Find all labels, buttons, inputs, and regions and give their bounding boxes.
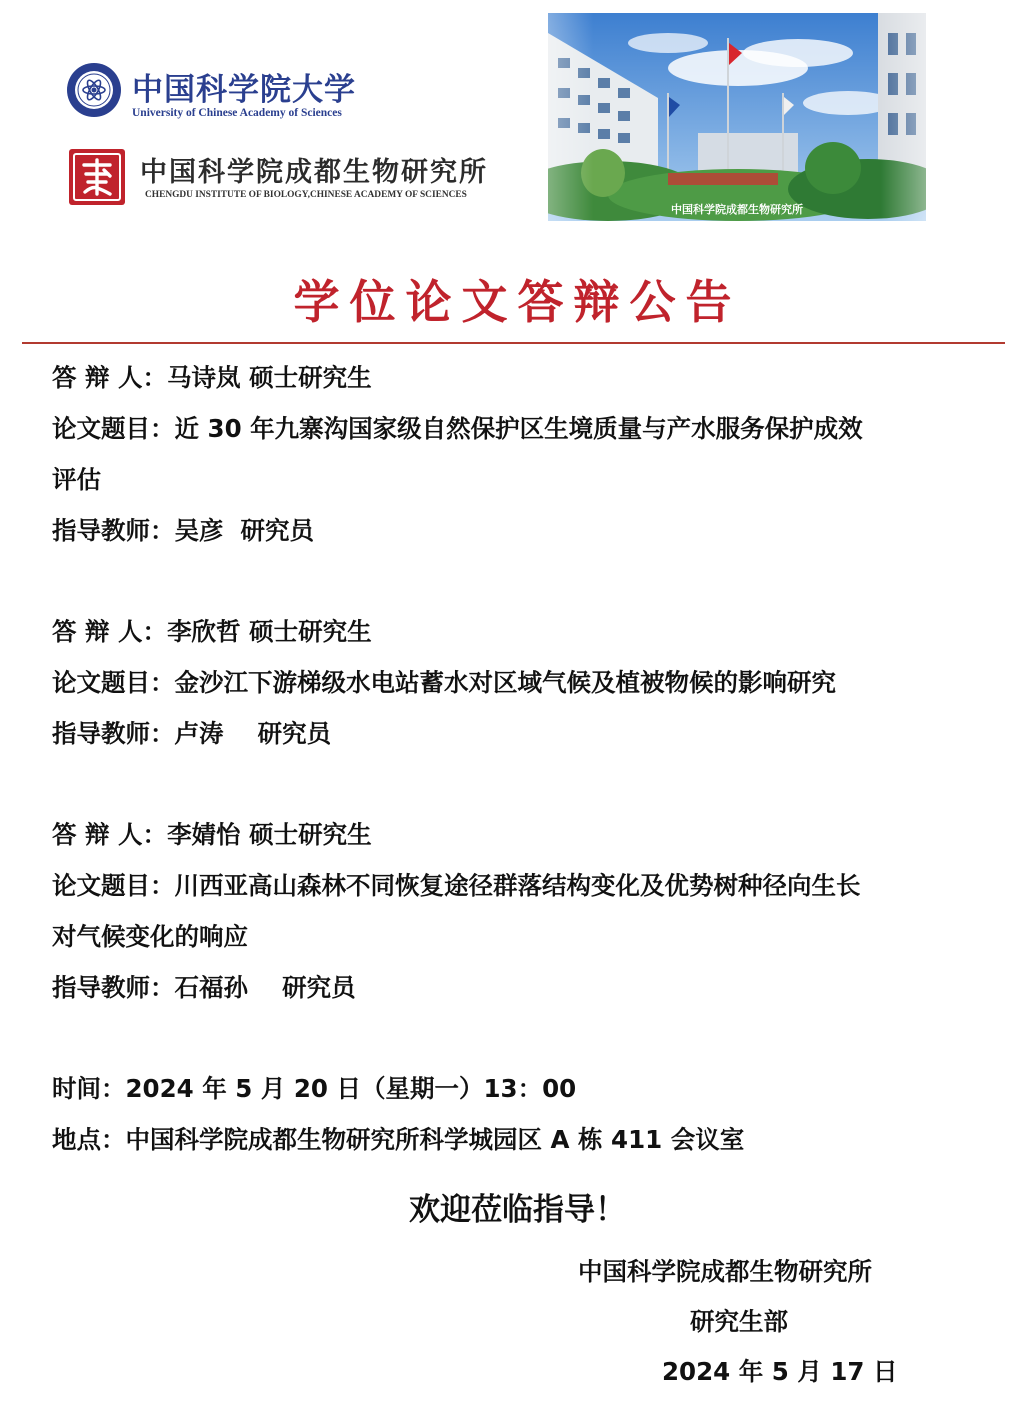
candidate-name: 李婧怡 硕士研究生 — [167, 820, 372, 849]
candidate-name: 李欣哲 硕士研究生 — [167, 617, 372, 646]
thesis-line — [52, 870, 861, 902]
advisor-name: 石福孙 研究员 — [174, 973, 356, 1002]
place-value: 中国科学院成都生物研究所科学城园区 A 栋 411 会议室 — [125, 1125, 745, 1154]
advisor-name: 吴彦 研究员 — [174, 516, 315, 545]
ucas-name-cn: 中国科学院大学 — [132, 72, 356, 108]
ucas-logo — [66, 62, 366, 126]
advisor-line — [52, 515, 314, 547]
advisor-label: 指导教师： — [52, 719, 175, 748]
candidate-line — [52, 616, 372, 648]
candidate-label: 答 辩 人： — [52, 617, 168, 646]
thesis-label: 论文题目： — [52, 668, 175, 697]
welcome-text: 欢迎莅临指导！ — [409, 1192, 626, 1228]
cib-name-cn: 中国科学院成都生物研究所 — [140, 157, 488, 188]
cib-logo — [68, 148, 518, 210]
advisor-line — [52, 718, 331, 750]
thesis-line-cont — [52, 464, 101, 496]
advisor-label: 指导教师： — [52, 973, 175, 1002]
thesis-title: 金沙江下游梯级水电站蓄水对区域气候及植被物候的影响研究 — [174, 668, 836, 697]
thesis-title: 川西亚高山森林不同恢复途径群落结构变化及优势树种径向生长 — [174, 871, 861, 900]
thesis-title-cont: 对气候变化的响应 — [52, 922, 248, 951]
thesis-title-cont: 评估 — [52, 465, 101, 494]
campus-photo — [548, 13, 926, 221]
time-value: 2024 年 5 月 20 日（星期一）13：00 — [125, 1074, 577, 1103]
candidate-label: 答 辩 人： — [52, 363, 168, 392]
candidate-label: 答 辩 人： — [52, 820, 168, 849]
title-divider — [22, 342, 1005, 344]
page-title: 学位论文答辩公告 — [293, 275, 742, 329]
thesis-title: 近 30 年九寨沟国家级自然保护区生境质量与产水服务保护成效 — [174, 414, 863, 443]
time-label: 时间： — [52, 1074, 126, 1103]
ucas-name-en: University of Chinese Academy of Sciences — [132, 107, 342, 119]
advisor-name: 卢涛 研究员 — [174, 719, 332, 748]
cib-seal-icon — [68, 148, 126, 206]
thesis-label: 论文题目： — [52, 871, 175, 900]
candidate-name: 马诗岚 硕士研究生 — [167, 363, 372, 392]
candidate-line — [52, 819, 372, 851]
place-line — [52, 1124, 744, 1156]
thesis-line-cont — [52, 921, 248, 953]
thesis-line — [52, 667, 836, 699]
signature-date: 2024 年 5 月 17 日 — [662, 1357, 898, 1386]
candidate-line — [52, 362, 372, 394]
advisor-line — [52, 972, 356, 1004]
time-line — [52, 1073, 576, 1105]
signature-org: 中国科学院成都生物研究所 — [578, 1257, 872, 1286]
ucas-seal-icon — [66, 62, 122, 118]
signature-dept: 研究生部 — [690, 1307, 788, 1336]
advisor-label: 指导教师： — [52, 516, 175, 545]
thesis-label: 论文题目： — [52, 414, 175, 443]
place-label: 地点： — [52, 1125, 126, 1154]
thesis-line — [52, 413, 863, 445]
cib-name-en: CHENGDU INSTITUTE OF BIOLOGY,CHINESE ACADEMY OF SCIENCES — [145, 190, 467, 200]
